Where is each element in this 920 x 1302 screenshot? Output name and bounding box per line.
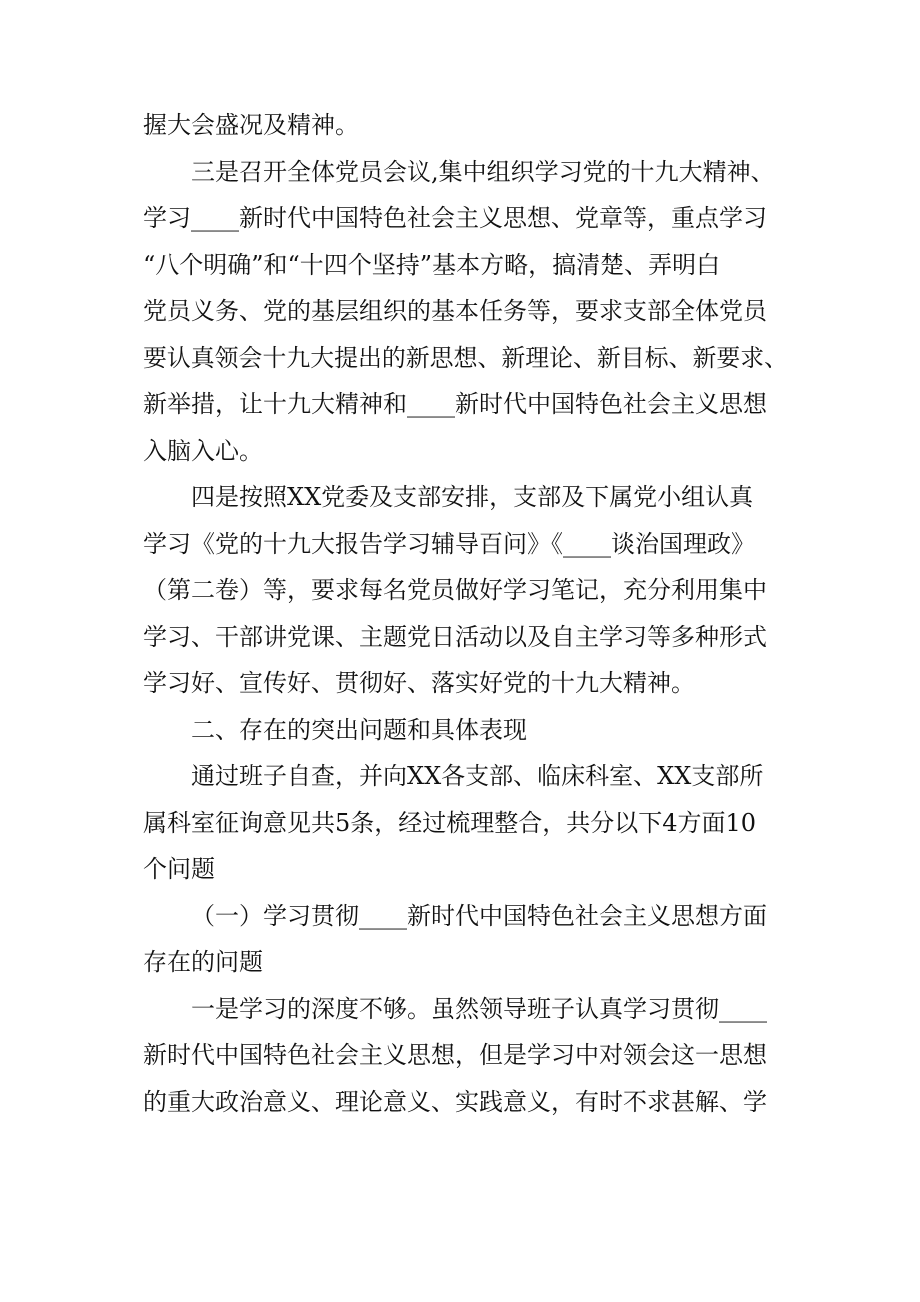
text-line: 入脑入心。 [143,436,263,465]
text-line: 握大会盛况及精神。 [143,111,359,139]
text-line: 个问题 [143,855,215,883]
text-line: 四是按照XX党委及支部安排，支部及下属党小组认真 [191,483,754,511]
text-line: 学习、干部讲党课、主题党日活动以及自主学习等多种形式 [143,622,767,651]
text-line: 新举措，让十九大精神和____新时代中国特色社会主义思想 [143,390,767,418]
text-line: 的重大政治意义、理论意义、实践意义，有时不求甚解、学 [143,1087,767,1116]
text-line: 存在的问题 [143,948,263,976]
text-line: 新时代中国特色社会主义思想，但是学习中对领会这一思想 [143,1041,767,1069]
text-line: 通过班子自查，并向XX各支部、临床科室、XX支部所 [191,762,764,790]
text-line: 属科室征询意见共5条，经过梳理整合，共分以下4方面10 [143,808,757,837]
text-line: （第二卷）等，要求每名党员做好学习笔记，充分利用集中 [143,576,767,604]
text-line: （一）学习贯彻____新时代中国特色社会主义思想方面 [191,901,767,930]
text-line: 学习好、宣传好、贯彻好、落实好党的十九大精神。 [143,669,695,697]
text-line: “八个明确”和“十四个坚持”基本方略，搞清楚、弄明白 [143,250,721,279]
document-body [143,102,788,1125]
text-line: 学习____新时代中国特色社会主义思想、党章等，重点学习 [143,204,767,232]
text-line: 三是召开全体党员会议,集中组织学习党的十九大精神、 [191,157,775,186]
text-line: 二、存在的突出问题和具体表现 [191,715,527,744]
text-line: 党员义务、党的基层组织的基本任务等，要求支部全体党员 [143,297,767,325]
text-line: 学习《党的十九大报告学习辅导百问》《____谈治国理政》 [143,529,755,558]
text-line: 要认真领会十九大提出的新思想、新理论、新目标、新要求、 [143,343,789,372]
text-line: 一是学习的深度不够。虽然领导班子认真学习贯彻____ [191,994,767,1023]
